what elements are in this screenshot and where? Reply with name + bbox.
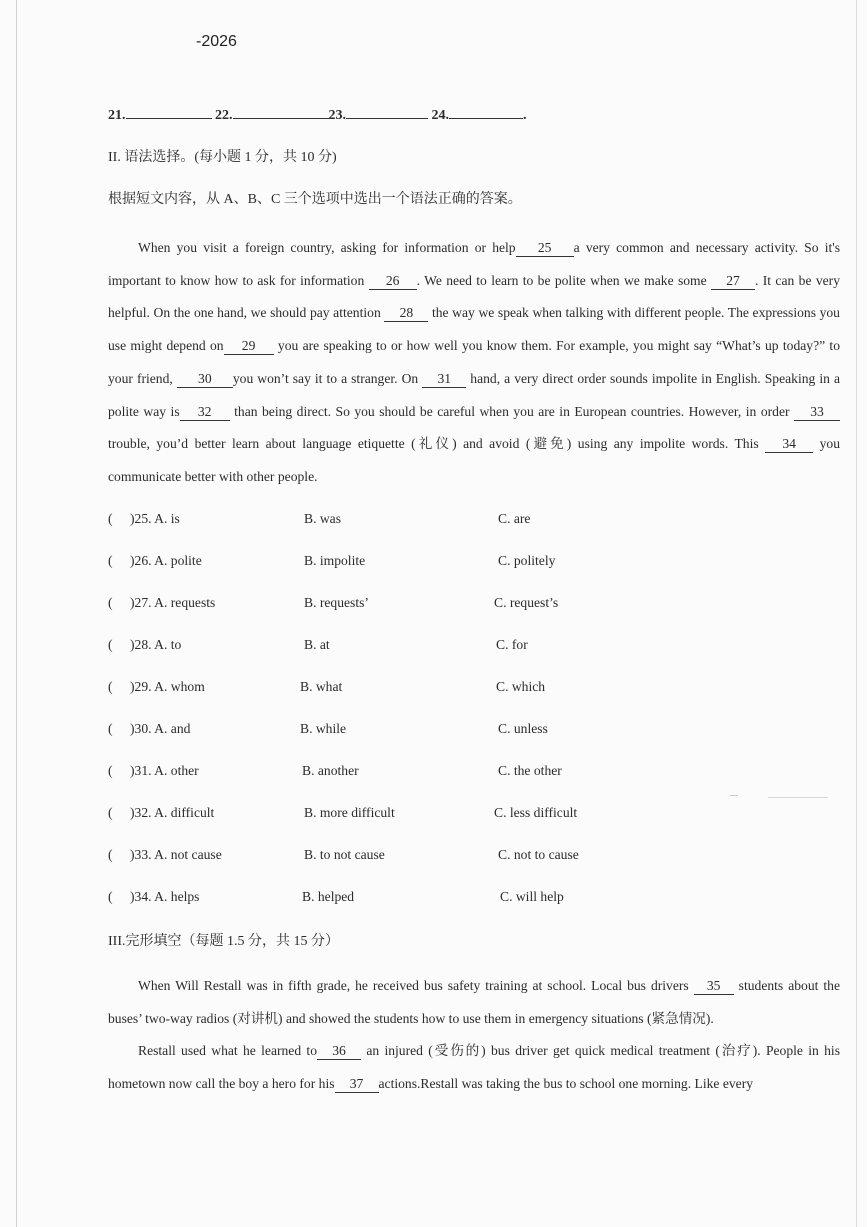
- option-a: )27. A. requests: [130, 595, 216, 610]
- question-row: [108, 595, 708, 615]
- passage-paragraph: [108, 232, 840, 494]
- option-b: B. to not cause: [304, 847, 385, 862]
- section-3-title: III.完形填空（每题 1.5 分，共 15 分）: [108, 934, 339, 949]
- blank-32: 32: [180, 404, 230, 421]
- question-row: [108, 679, 708, 699]
- option-c: C. politely: [498, 553, 556, 568]
- option-c: C. for: [496, 637, 528, 652]
- option-b: B. impolite: [304, 553, 366, 568]
- passage-text: . We need to learn to be polite when we make some: [416, 272, 707, 288]
- blank-36: 36: [317, 1043, 361, 1060]
- answer-paren: (: [108, 847, 113, 862]
- option-b: B. while: [300, 721, 347, 736]
- question-row: [108, 889, 708, 909]
- option-c: C. the other: [498, 763, 562, 778]
- option-a: )34. A. helps: [130, 889, 200, 904]
- answer-paren: (: [108, 679, 113, 694]
- answer-paren: (: [108, 511, 113, 526]
- option-a: )33. A. not cause: [130, 847, 222, 862]
- option-c: C. not to cause: [498, 847, 579, 862]
- cloze-paragraph-1: [108, 970, 840, 1035]
- blank-33: 33: [794, 404, 840, 421]
- passage-text: a very common and necessary activity. So it's important to know how to ask for information: [108, 240, 840, 288]
- page-edge-left: [16, 0, 17, 1227]
- question-row: [108, 511, 708, 531]
- answer-paren: (: [108, 763, 113, 778]
- section-2-instruction: 根据短文内容，从 A、B、C 三个选项中选出一个语法正确的答案。: [108, 192, 522, 207]
- page-edge-right: [856, 0, 857, 1227]
- passage-text: Restall used what he learned to: [138, 1043, 318, 1059]
- passage-text: When you visit a foreign country, asking for information or help: [138, 240, 516, 255]
- blank-31: 31: [422, 371, 466, 388]
- passage-text: than being direct. So you should be careful when you are in European countries. However, in order: [234, 403, 790, 419]
- option-b: B. what: [300, 679, 343, 694]
- option-b: B. another: [302, 763, 359, 778]
- cloze-paragraph-2: [108, 1035, 840, 1100]
- section-2-passage: [108, 232, 840, 494]
- question-row: [108, 637, 708, 657]
- blank-29: 29: [224, 338, 274, 355]
- blank-28: 28: [384, 305, 428, 322]
- passage-text: students about the buses’ two-way radios (对讲机) and showed the students how to use them in emergency situations (紧急情况).: [108, 978, 840, 1026]
- scan-speck: [730, 795, 738, 796]
- passage-text: When Will Restall was in fifth grade, he received bus safety training at school. Local bus drivers: [138, 978, 689, 993]
- option-c: C. are: [498, 511, 531, 526]
- answer-line-end: .: [523, 108, 527, 123]
- answer-21-label: 21.: [108, 108, 126, 123]
- answer-24-blank: [449, 104, 523, 119]
- scan-speck: [768, 797, 828, 798]
- passage-text: you communicate better with other people.: [108, 436, 840, 484]
- blank-37: 37: [335, 1076, 379, 1093]
- option-c: C. will help: [500, 889, 564, 904]
- blank-25: 25: [516, 240, 574, 257]
- passage-text: actions.Restall was taking the bus to school one morning. Like every: [378, 1076, 754, 1092]
- answer-23-blank: [346, 104, 428, 119]
- passage-text: . It can be very helpful. On the one hand, we should pay attention: [108, 272, 840, 321]
- option-a: )32. A. difficult: [130, 805, 215, 820]
- option-c: C. unless: [498, 721, 548, 736]
- question-row: [108, 805, 708, 825]
- blank-35: 35: [694, 978, 734, 995]
- question-row: [108, 553, 708, 573]
- option-a: )26. A. polite: [130, 553, 202, 568]
- option-c: C. which: [496, 679, 546, 694]
- answer-paren: (: [108, 805, 113, 820]
- blank-30: 30: [177, 371, 233, 388]
- answer-paren: (: [108, 595, 113, 610]
- option-c: C. less difficult: [494, 805, 578, 820]
- option-a: )30. A. and: [130, 721, 191, 736]
- answer-paren: (: [108, 721, 113, 736]
- answer-22-label: 22.: [215, 108, 233, 123]
- section-2-title: II. 语法选择。(每小题 1 分，共 10 分): [108, 150, 337, 165]
- question-row: [108, 763, 708, 783]
- passage-text: hand, a very direct order sounds impolite in English. Speaking in a polite way is: [108, 370, 840, 419]
- option-a: )28. A. to: [130, 637, 182, 652]
- section-3-passage: [108, 970, 840, 1101]
- exam-year: -2026: [196, 33, 237, 50]
- option-b: B. was: [304, 511, 342, 526]
- answer-blanks-line: [108, 104, 527, 124]
- passage-text: trouble, you’d better learn about language etiquette (礼仪) and avoid (避免) using any impolite words. This: [108, 436, 759, 452]
- answer-21-blank: [126, 104, 212, 119]
- blank-34: 34: [765, 436, 813, 453]
- passage-text: you won’t say it to a stranger. On: [232, 370, 419, 386]
- answer-paren: (: [108, 889, 113, 904]
- blank-27: 27: [711, 273, 755, 290]
- option-c: C. request’s: [494, 595, 559, 610]
- answer-paren: (: [108, 553, 113, 568]
- answer-23-label: 23.: [328, 108, 346, 123]
- question-row: [108, 847, 708, 867]
- passage-text: an injured (受伤的) bus driver get quick medical treatment (治疗). People in his hometown now call the boy a hero for his: [108, 1043, 841, 1092]
- option-a: )31. A. other: [130, 763, 199, 778]
- question-row: [108, 721, 708, 741]
- passage-text: you are speaking to or how well you know them. For example, you might say “What’s up today?” to your friend,: [108, 338, 841, 386]
- passage-text: the way we speak when talking with different people. The expressions you use might depend on: [108, 305, 840, 354]
- answer-paren: (: [108, 637, 113, 652]
- answer-22-blank: [233, 104, 329, 119]
- option-a: )25. A. is: [130, 511, 180, 526]
- option-a: )29. A. whom: [130, 679, 205, 694]
- answer-24-label: 24.: [431, 108, 449, 123]
- blank-26: 26: [369, 273, 417, 290]
- option-b: B. helped: [302, 889, 355, 904]
- option-b: B. at: [304, 637, 330, 652]
- option-b: B. requests’: [304, 595, 369, 610]
- option-b: B. more difficult: [304, 805, 395, 820]
